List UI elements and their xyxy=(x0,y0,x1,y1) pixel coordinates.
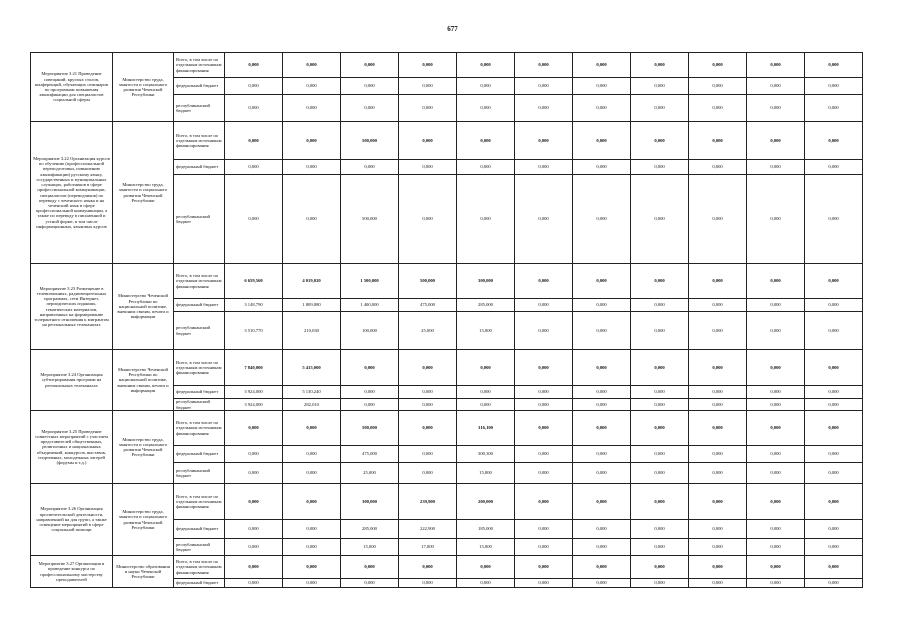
amount-cell: 0,000 xyxy=(631,78,689,95)
amount-cell: 3 148,790 xyxy=(225,299,283,312)
amount-cell: 0,000 xyxy=(747,312,805,350)
amount-cell: 0,000 xyxy=(399,95,457,122)
amount-cell: 0,000 xyxy=(805,78,863,95)
table-row xyxy=(31,122,863,160)
amount-cell: 0,000 xyxy=(573,175,631,264)
amount-cell: 0,000 xyxy=(515,579,573,588)
funding-source-cell: Всего, в том числе по отдельным источникам финансирования xyxy=(174,411,225,446)
amount-cell: 0,000 xyxy=(573,579,631,588)
amount-cell: 0,000 xyxy=(399,411,457,446)
funding-source-cell: федеральный бюджет xyxy=(174,78,225,95)
amount-cell: 25,000 xyxy=(341,463,399,484)
table-row xyxy=(31,484,863,520)
funding-source-cell: федеральный бюджет xyxy=(174,579,225,588)
amount-cell: 0,000 xyxy=(399,399,457,411)
amount-cell: 0,000 xyxy=(805,463,863,484)
table-row xyxy=(31,350,863,386)
amount-cell: 0,000 xyxy=(747,78,805,95)
amount-cell: 0,000 xyxy=(689,95,747,122)
amount-cell: 0,000 xyxy=(457,122,515,160)
amount-cell: 0,000 xyxy=(515,411,573,446)
table-row xyxy=(31,53,863,78)
amount-cell: 0,000 xyxy=(399,53,457,78)
table-row xyxy=(31,411,863,446)
amount-cell: 0,000 xyxy=(631,556,689,579)
amount-cell: 0,000 xyxy=(689,579,747,588)
amount-cell: 0,000 xyxy=(805,312,863,350)
amount-cell: 0,000 xyxy=(631,299,689,312)
amount-cell: 0,000 xyxy=(225,463,283,484)
amount-cell: 300,000 xyxy=(457,264,515,299)
amount-cell: 0,000 xyxy=(631,446,689,463)
amount-cell: 0,000 xyxy=(515,399,573,411)
amount-cell: 0,000 xyxy=(805,299,863,312)
amount-cell: 0,000 xyxy=(689,556,747,579)
amount-cell: 17,000 xyxy=(399,539,457,556)
amount-cell: 4 019,020 xyxy=(283,264,341,299)
amount-cell: 500,000 xyxy=(341,411,399,446)
amount-cell: 316,100 xyxy=(457,411,515,446)
funding-source-cell: федеральный бюджет xyxy=(174,446,225,463)
amount-cell: 0,000 xyxy=(399,463,457,484)
amount-cell: 0,000 xyxy=(573,539,631,556)
amount-cell: 0,000 xyxy=(747,53,805,78)
amount-cell: 0,000 xyxy=(515,78,573,95)
amount-cell: 0,000 xyxy=(283,463,341,484)
funding-source-cell: Всего, в том числе по отдельным источникам финансирования xyxy=(174,484,225,520)
amount-cell: 0,000 xyxy=(225,446,283,463)
funding-source-cell: республиканский бюджет xyxy=(174,312,225,350)
amount-cell: 0,000 xyxy=(457,350,515,386)
amount-cell: 0,000 xyxy=(341,579,399,588)
amount-cell: 475,000 xyxy=(399,299,457,312)
amount-cell: 0,000 xyxy=(689,350,747,386)
amount-cell: 0,000 xyxy=(457,386,515,399)
amount-cell: 0,000 xyxy=(689,312,747,350)
amount-cell: 0,000 xyxy=(399,386,457,399)
amount-cell: 0,000 xyxy=(457,95,515,122)
amount-cell: 0,000 xyxy=(399,175,457,264)
amount-cell: 0,000 xyxy=(399,160,457,175)
amount-cell: 0,000 xyxy=(805,122,863,160)
funding-source-cell: Всего, в том числе по отдельным источникам финансирования xyxy=(174,53,225,78)
amount-cell: 25,000 xyxy=(399,312,457,350)
amount-cell: 0,000 xyxy=(805,539,863,556)
amount-cell: 0,000 xyxy=(805,399,863,411)
funding-source-cell: республиканский бюджет xyxy=(174,175,225,264)
amount-cell: 0,000 xyxy=(631,175,689,264)
amount-cell: 500,000 xyxy=(341,175,399,264)
table-row xyxy=(31,264,863,299)
amount-cell: 0,000 xyxy=(283,122,341,160)
amount-cell: 0,000 xyxy=(747,539,805,556)
agency-cell: Министерство труда, занятости и социального развития Чеченской Республики xyxy=(113,122,174,264)
amount-cell: 0,000 xyxy=(515,520,573,539)
amount-cell: 0,000 xyxy=(631,53,689,78)
amount-cell: 0,000 xyxy=(631,122,689,160)
amount-cell: 5 415,000 xyxy=(283,350,341,386)
amount-cell: 15,000 xyxy=(341,539,399,556)
amount-cell: 0,000 xyxy=(515,463,573,484)
amount-cell: 0,000 xyxy=(631,539,689,556)
amount-cell: 0,000 xyxy=(573,350,631,386)
amount-cell: 0,000 xyxy=(225,411,283,446)
amount-cell: 15,800 xyxy=(457,463,515,484)
amount-cell: 0,000 xyxy=(747,95,805,122)
amount-cell: 0,000 xyxy=(399,350,457,386)
amount-cell: 3 510,770 xyxy=(225,312,283,350)
amount-cell: 0,000 xyxy=(805,53,863,78)
amount-cell: 0,000 xyxy=(457,175,515,264)
amount-cell: 0,000 xyxy=(689,411,747,446)
amount-cell: 0,000 xyxy=(283,539,341,556)
amount-cell: 0,000 xyxy=(341,386,399,399)
amount-cell: 0,000 xyxy=(747,484,805,520)
amount-cell: 0,000 xyxy=(573,484,631,520)
amount-cell: 0,000 xyxy=(225,556,283,579)
amount-cell: 0,000 xyxy=(747,160,805,175)
amount-cell: 239,900 xyxy=(399,484,457,520)
funding-source-cell: республиканский бюджет xyxy=(174,95,225,122)
amount-cell: 0,000 xyxy=(515,484,573,520)
amount-cell: 0,000 xyxy=(225,520,283,539)
amount-cell: 0,000 xyxy=(283,556,341,579)
amount-cell: 0,000 xyxy=(689,520,747,539)
amount-cell: 0,000 xyxy=(573,95,631,122)
amount-cell: 0,000 xyxy=(631,463,689,484)
amount-cell: 0,000 xyxy=(283,53,341,78)
amount-cell: 0,000 xyxy=(689,175,747,264)
amount-cell: 0,000 xyxy=(747,299,805,312)
amount-cell: 0,000 xyxy=(747,175,805,264)
amount-cell: 0,000 xyxy=(515,175,573,264)
amount-cell: 200,000 xyxy=(457,484,515,520)
amount-cell: 0,000 xyxy=(573,556,631,579)
amount-cell: 1 400,000 xyxy=(341,299,399,312)
funding-source-cell: республиканский бюджет xyxy=(174,539,225,556)
amount-cell: 210,030 xyxy=(283,312,341,350)
amount-cell: 0,000 xyxy=(225,579,283,588)
amount-cell: 0,000 xyxy=(689,399,747,411)
amount-cell: 0,000 xyxy=(573,312,631,350)
amount-cell: 0,000 xyxy=(515,95,573,122)
amount-cell: 0,000 xyxy=(689,160,747,175)
amount-cell: 300,300 xyxy=(457,446,515,463)
amount-cell: 0,000 xyxy=(747,463,805,484)
amount-cell: 0,000 xyxy=(573,520,631,539)
amount-cell: 500,000 xyxy=(399,264,457,299)
amount-cell: 0,000 xyxy=(747,386,805,399)
amount-cell: 0,000 xyxy=(225,175,283,264)
amount-cell: 0,000 xyxy=(631,264,689,299)
amount-cell: 0,000 xyxy=(573,160,631,175)
amount-cell: 0,000 xyxy=(283,520,341,539)
amount-cell: 0,000 xyxy=(805,264,863,299)
activity-cell: Мероприятие 3.26 Организация просветительской деятельности, направленной на для групп, а также освещение мероприятий в сфере социальной помощи xyxy=(31,484,113,556)
amount-cell: 0,000 xyxy=(457,556,515,579)
amount-cell: 0,000 xyxy=(689,386,747,399)
amount-cell: 0,000 xyxy=(399,78,457,95)
amount-cell: 0,000 xyxy=(457,399,515,411)
amount-cell: 0,000 xyxy=(283,579,341,588)
amount-cell: 100,000 xyxy=(341,312,399,350)
agency-cell: Министерство Чеченской Республики по национальной политике, внешним связям, печати и информации xyxy=(113,264,174,350)
amount-cell: 0,000 xyxy=(341,350,399,386)
amount-cell: 0,000 xyxy=(689,299,747,312)
amount-cell: 0,000 xyxy=(341,95,399,122)
amount-cell: 0,000 xyxy=(805,175,863,264)
funding-source-cell: федеральный бюджет xyxy=(174,299,225,312)
amount-cell: 0,000 xyxy=(573,446,631,463)
amount-cell: 0,000 xyxy=(283,160,341,175)
amount-cell: 0,000 xyxy=(747,399,805,411)
amount-cell: 0,000 xyxy=(225,160,283,175)
amount-cell: 475,000 xyxy=(341,446,399,463)
amount-cell: 0,000 xyxy=(515,312,573,350)
amount-cell: 0,000 xyxy=(573,264,631,299)
amount-cell: 0,000 xyxy=(515,350,573,386)
amount-cell: 500,000 xyxy=(341,122,399,160)
amount-cell: 0,000 xyxy=(689,78,747,95)
amount-cell: 0,000 xyxy=(573,386,631,399)
amount-cell: 0,000 xyxy=(573,463,631,484)
amount-cell: 0,000 xyxy=(747,520,805,539)
amount-cell: 282,010 xyxy=(283,399,341,411)
amount-cell: 0,000 xyxy=(747,556,805,579)
funding-source-cell: Всего, в том числе по отдельным источникам финансирования xyxy=(174,264,225,299)
funding-source-cell: Всего, в том числе по отдельным источникам финансирования xyxy=(174,556,225,579)
amount-cell: 0,000 xyxy=(457,579,515,588)
amount-cell: 0,000 xyxy=(515,386,573,399)
amount-cell: 0,000 xyxy=(805,579,863,588)
amount-cell: 0,000 xyxy=(225,539,283,556)
amount-cell: 0,000 xyxy=(515,264,573,299)
amount-cell: 0,000 xyxy=(225,53,283,78)
amount-cell: 285,000 xyxy=(341,520,399,539)
agency-cell: Министерство труда, занятости и социального развития Чеченской Республики xyxy=(113,484,174,556)
funding-source-cell: республиканский бюджет xyxy=(174,463,225,484)
amount-cell: 0,000 xyxy=(631,520,689,539)
funding-source-cell: Всего, в том числе по отдельным источникам финансирования xyxy=(174,350,225,386)
activity-cell: Мероприятие 3.23 Размещение в телевизионных, радиовещательных программах, сети Интернет, периодических изданиях, тематических материалов, направленных на формирование толерантного отношения к мигрантам на региональных телеканалах xyxy=(31,264,113,350)
amount-cell: 0,000 xyxy=(805,520,863,539)
amount-cell: 0,000 xyxy=(631,160,689,175)
amount-cell: 0,000 xyxy=(283,175,341,264)
amount-cell: 7 840,000 xyxy=(225,350,283,386)
amount-cell: 0,000 xyxy=(457,78,515,95)
activity-cell: Мероприятие 3.25 Проведение совместных мероприятий с участием представителей общественных, религиозных и национальных объединений, конкурсов, выставок, спортивных, молодежных лагерей (форумы и т.д.) xyxy=(31,411,113,484)
agency-cell: Министерство труда, занятости и социального развития Чеченской Республики xyxy=(113,53,174,122)
amount-cell: 0,000 xyxy=(689,539,747,556)
amount-cell: 0,000 xyxy=(515,53,573,78)
agency-cell: Министерство труда, занятости и социального развития Чеченской Республики xyxy=(113,411,174,484)
amount-cell: 0,000 xyxy=(747,579,805,588)
amount-cell: 15,000 xyxy=(457,539,515,556)
amount-cell: 0,000 xyxy=(515,556,573,579)
activity-cell: Мероприятие 3.27 Организация и проведение конкурса по профессиональному мастерству преподавателей xyxy=(31,556,113,588)
amount-cell: 1 809,080 xyxy=(283,299,341,312)
funding-source-cell: федеральный бюджет xyxy=(174,520,225,539)
amount-cell: 15,000 xyxy=(457,312,515,350)
amount-cell: 0,000 xyxy=(805,350,863,386)
amount-cell: 0,000 xyxy=(573,53,631,78)
amount-cell: 0,000 xyxy=(515,446,573,463)
page-number: 677 xyxy=(447,25,458,33)
amount-cell: 0,000 xyxy=(689,122,747,160)
amount-cell: 0,000 xyxy=(399,446,457,463)
amount-cell: 222,900 xyxy=(399,520,457,539)
amount-cell: 0,000 xyxy=(341,53,399,78)
amount-cell: 0,000 xyxy=(515,299,573,312)
amount-cell: 0,000 xyxy=(747,446,805,463)
amount-cell: 0,000 xyxy=(515,539,573,556)
amount-cell: 0,000 xyxy=(689,484,747,520)
amount-cell: 0,000 xyxy=(225,484,283,520)
agency-cell: Министерство образования и науки Чеченской Республики xyxy=(113,556,174,588)
amount-cell: 0,000 xyxy=(225,122,283,160)
funding-source-cell: республиканский бюджет xyxy=(174,399,225,411)
amount-cell: 0,000 xyxy=(341,160,399,175)
amount-cell: 0,000 xyxy=(283,95,341,122)
amount-cell: 0,000 xyxy=(283,446,341,463)
amount-cell: 0,000 xyxy=(747,122,805,160)
amount-cell: 0,000 xyxy=(805,411,863,446)
amount-cell: 0,000 xyxy=(515,160,573,175)
amount-cell: 0,000 xyxy=(747,264,805,299)
amount-cell: 0,000 xyxy=(689,264,747,299)
amount-cell: 0,000 xyxy=(283,411,341,446)
amount-cell: 0,000 xyxy=(573,399,631,411)
amount-cell: 0,000 xyxy=(341,399,399,411)
funding-table xyxy=(30,52,863,588)
amount-cell: 0,000 xyxy=(805,160,863,175)
amount-cell: 0,000 xyxy=(399,122,457,160)
amount-cell: 0,000 xyxy=(805,386,863,399)
amount-cell: 0,000 xyxy=(283,484,341,520)
amount-cell: 0,000 xyxy=(747,411,805,446)
activity-cell: Мероприятие 3.22 Организация курсов по обучению (профессиональной переподготовки, повышению квалификации) русскому языку, государственных и муниципальных служащих, работников в сфере профессиональной коммуникации, специалистов (переводчиков) по переводу с чеченского языка и на чеченский язык в сфере профессиональной коммуникации, а также по переводу в письменной и устной форме, в том числе информационных, языковых курсов xyxy=(31,122,113,264)
amount-cell: 0,000 xyxy=(225,95,283,122)
activity-cell: Мероприятие 3.24 Организация субтитрирования программ на региональных телеканалах xyxy=(31,350,113,411)
amount-cell: 0,000 xyxy=(631,484,689,520)
amount-cell: 0,000 xyxy=(573,78,631,95)
amount-cell: 0,000 xyxy=(805,556,863,579)
amount-cell: 0,000 xyxy=(631,386,689,399)
amount-cell: 285,000 xyxy=(457,299,515,312)
table-row xyxy=(31,556,863,579)
amount-cell: 0,000 xyxy=(689,463,747,484)
amount-cell: 0,000 xyxy=(631,579,689,588)
amount-cell: 0,000 xyxy=(457,160,515,175)
amount-cell: 0,000 xyxy=(631,411,689,446)
amount-cell: 0,000 xyxy=(805,484,863,520)
amount-cell: 0,000 xyxy=(805,95,863,122)
funding-source-cell: федеральный бюджет xyxy=(174,160,225,175)
funding-source-cell: Всего, в том числе по отдельным источникам финансирования xyxy=(174,122,225,160)
amount-cell: 6 659,560 xyxy=(225,264,283,299)
amount-cell: 0,000 xyxy=(225,78,283,95)
amount-cell: 0,000 xyxy=(631,312,689,350)
amount-cell: 0,000 xyxy=(457,53,515,78)
amount-cell: 0,000 xyxy=(573,411,631,446)
amount-cell: 0,000 xyxy=(283,78,341,95)
funding-source-cell: федеральный бюджет xyxy=(174,386,225,399)
amount-cell: 3 924,000 xyxy=(225,399,283,411)
amount-cell: 0,000 xyxy=(689,53,747,78)
amount-cell: 185,000 xyxy=(457,520,515,539)
amount-cell: 0,000 xyxy=(573,299,631,312)
amount-cell: 0,000 xyxy=(689,446,747,463)
agency-cell: Министерство Чеченской Республики по национальной политике, внешним связям, печати и информации xyxy=(113,350,174,411)
amount-cell: 1 500,000 xyxy=(341,264,399,299)
amount-cell: 0,000 xyxy=(631,350,689,386)
amount-cell: 0,000 xyxy=(631,399,689,411)
amount-cell: 0,000 xyxy=(515,122,573,160)
amount-cell: 3 924,000 xyxy=(225,386,283,399)
amount-cell: 0,000 xyxy=(341,78,399,95)
amount-cell: 0,000 xyxy=(573,122,631,160)
amount-cell: 0,000 xyxy=(805,446,863,463)
amount-cell: 0,000 xyxy=(341,556,399,579)
amount-cell: 0,000 xyxy=(399,579,457,588)
amount-cell: 300,000 xyxy=(341,484,399,520)
amount-cell: 0,000 xyxy=(631,95,689,122)
amount-cell: 5 130,240 xyxy=(283,386,341,399)
activity-cell: Мероприятие 3.21 Проведение совещаний, круглых столов, конференций, обучающих семинаров по программам повышения квалификации для специалистов социальной сферы xyxy=(31,53,113,122)
amount-cell: 0,000 xyxy=(747,350,805,386)
amount-cell: 0,000 xyxy=(399,556,457,579)
